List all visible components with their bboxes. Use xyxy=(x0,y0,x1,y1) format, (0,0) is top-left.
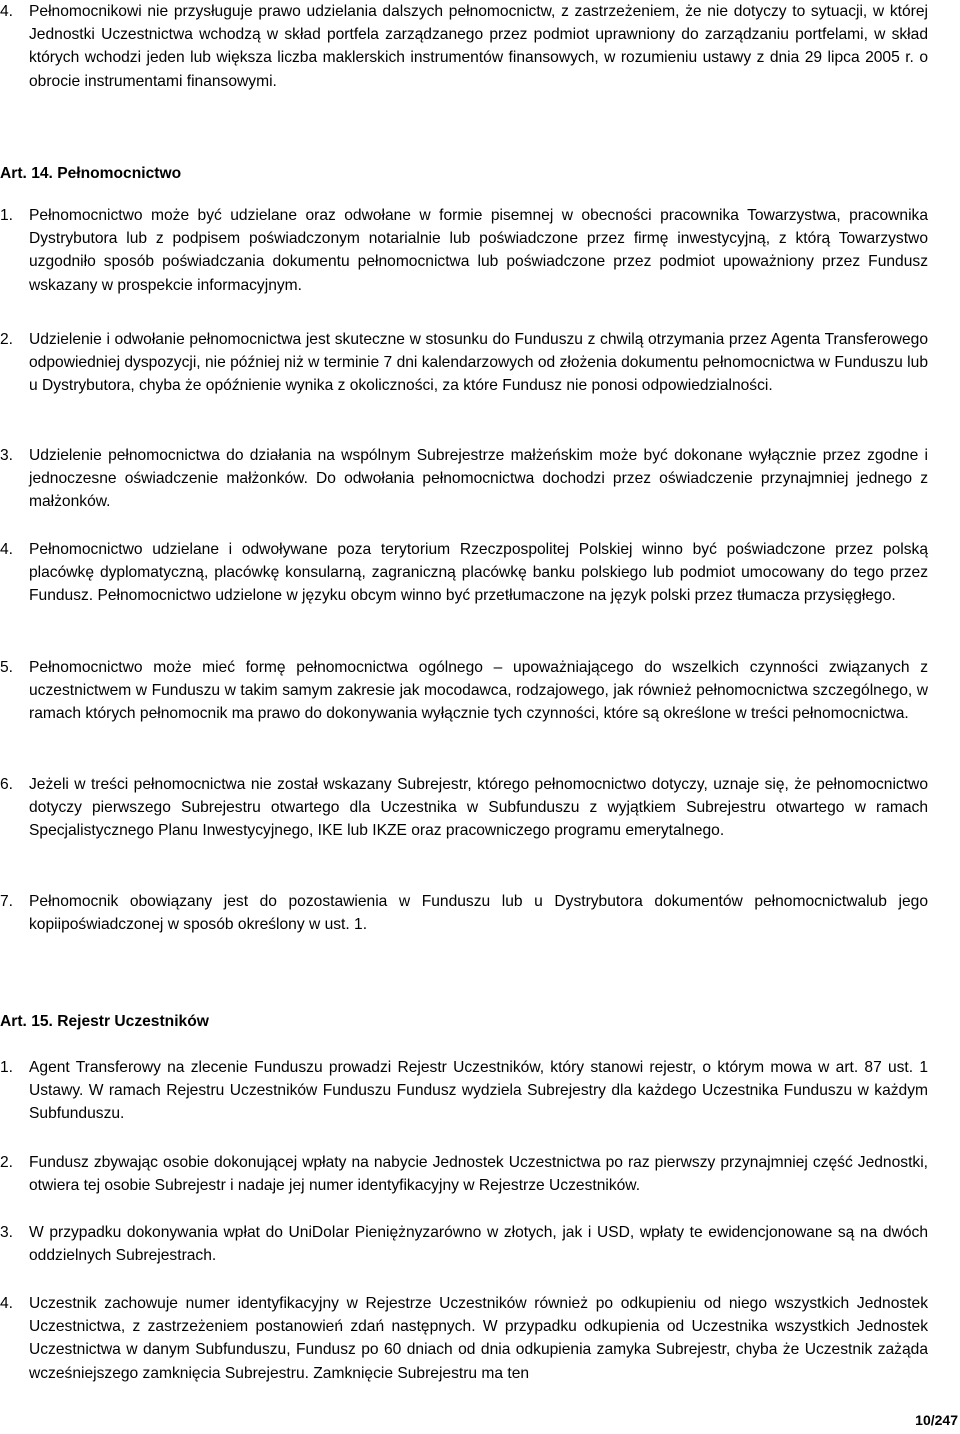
item-number: 1. xyxy=(0,207,14,224)
item-text: Jeżeli w treści pełnomocnictwa nie został wskazany Subrejestr, którego pełnomocnictwo dotyczy, uznaje się, że pełnomocnictwo dotyczy pierwszego Subrejestru otwartego dla Uczestnika w Subfunduszu z wyjątkiem Subrejestru otwartego w ramach Specjalistycznego Planu Inwestycyjnego, IKE lub IKZE oraz pracowniczego programu emerytalnego. xyxy=(29,776,928,840)
art15-item-3 xyxy=(0,1221,928,1267)
item-text: Pełnomocnikowi nie przysługuje prawo udzielania dalszych pełnomocnictw, z zastrzeżeniem, że nie dotyczy to sytuacji, w której Jednostki Uczestnictwa wchodzą w skład portfela zarządzanego przez podmiot uprawniony do zarządzaniu portfelami, w skład których wchodzi jeden lub większa liczba maklerskich instrumentów finansowych, w rozumieniu ustawy z dnia 29 lipca 2005 r. o obrocie instrumentami finansowymi. xyxy=(29,3,928,90)
item-number: 7. xyxy=(0,893,14,910)
art15-item-4 xyxy=(0,1292,928,1385)
item-text: Pełnomocnictwo może być udzielane oraz odwołane w formie pisemnej w obecności pracownika Towarzystwa, pracownika Dystrybutora lub z podpisem poświadczonym notarialnie lub poświadczone przez firmę inwestycyjną, z którą Towarzystwo uzgodniło sposób poświadczania dokumentu pełnomocnictwa lub poświadczone przez podmiot upoważniony przez Fundusz wskazany w prospekcie informacyjnym. xyxy=(29,207,928,294)
item-number: 3. xyxy=(0,1224,14,1241)
item-text: Pełnomocnictwo może mieć formę pełnomocnictwa ogólnego – upoważniającego do wszelkich czynności związanych z uczestnictwem w Funduszu w takim samym zakresie jak mocodawca, rodzajowego, jak również pełnomocnictwa szczególnego, w ramach których pełnomocnik ma prawo do dokonywania wyłącznie tych czynności, które są określone w treści pełnomocnictwa. xyxy=(29,659,928,723)
art14-item-1 xyxy=(0,204,928,297)
art15-heading: Art. 15. Rejestr Uczestników xyxy=(0,1013,209,1030)
item-text: Pełnomocnik obowiązany jest do pozostawienia w Funduszu lub u Dystrybutora dokumentów pełnomocnictwalub jego kopiipoświadczonej w sposób określony w ust. 1. xyxy=(29,893,928,934)
item-number: 4. xyxy=(0,1295,14,1312)
item-number: 2. xyxy=(0,1154,14,1171)
item-number: 3. xyxy=(0,447,14,464)
page-number: 10/247 xyxy=(915,1412,958,1428)
art14-item-2 xyxy=(0,328,928,398)
art14-item-6 xyxy=(0,773,928,843)
art15-item-1 xyxy=(0,1056,928,1126)
item-number: 5. xyxy=(0,659,14,676)
art13-item-4 xyxy=(0,0,928,93)
item-text: Udzielenie i odwołanie pełnomocnictwa jest skuteczne w stosunku do Funduszu z chwilą otrzymania przez Agenta Transferowego odpowiedniej dyspozycji, nie później niż w terminie 7 dni kalendarzowych od złożenia dokumentu pełnomocnictwa w Funduszu lub u Dystrybutora, chyba że opóźnienie wynika z okoliczności, za które Fundusz nie ponosi odpowiedzialności. xyxy=(29,331,928,395)
art14-item-7 xyxy=(0,890,928,936)
art14-item-4 xyxy=(0,538,928,608)
item-number: 1. xyxy=(0,1059,14,1076)
item-text: Pełnomocnictwo udzielane i odwoływane poza terytorium Rzeczpospolitej Polskiej winno być poświadczone przez polską placówkę dyplomatyczną, placówkę konsularną, zagraniczną placówkę banku polskiego lub podmiot umocowany do tego przez Fundusz. Pełnomocnictwo udzielone w języku obcym winno być przetłumaczone na język polski przez tłumacza przysięgłego. xyxy=(29,541,928,605)
item-number: 2. xyxy=(0,331,14,348)
item-number: 4. xyxy=(0,3,14,20)
item-text: W przypadku dokonywania wpłat do UniDolar Pieniężnyzarówno w złotych, jak i USD, wpłaty te ewidencjonowane są na dwóch oddzielnych Subrejestrach. xyxy=(29,1224,928,1265)
item-number: 4. xyxy=(0,541,14,558)
art15-item-2 xyxy=(0,1151,928,1197)
art14-item-5 xyxy=(0,656,928,726)
art14-item-3 xyxy=(0,444,928,514)
item-text: Udzielenie pełnomocnictwa do działania na wspólnym Subrejestrze małżeńskim może być dokonane wyłącznie przez zgodne i jednoczesne oświadczenie małżonków. Do odwołania pełnomocnictwa dochodzi przez oświadczenie przynajmniej jednego z małżonków. xyxy=(29,447,928,511)
art14-heading: Art. 14. Pełnomocnictwo xyxy=(0,165,182,182)
item-text: Fundusz zbywając osobie dokonującej wpłaty na nabycie Jednostek Uczestnictwa po raz pierwszy przynajmniej część Jednostki, otwiera tej osobie Subrejestr i nadaje jej numer identyfikacyjny w Rejestrze Uczestników. xyxy=(29,1154,928,1195)
item-text: Agent Transferowy na zlecenie Funduszu prowadzi Rejestr Uczestników, który stanowi rejestr, o którym mowa w art. 87 ust. 1 Ustawy. W ramach Rejestru Uczestników Funduszu Fundusz wydziela Subrejestry dla każdego Uczestnika Funduszu w każdym Subfunduszu. xyxy=(29,1059,928,1123)
item-text: Uczestnik zachowuje numer identyfikacyjny w Rejestrze Uczestników również po odkupieniu od niego wszystkich Jednostek Uczestnictwa, z zastrzeżeniem postanowień zdań następnych. W przypadku odkupienia od Uczestnika wszystkich Jednostek Uczestnictwa w danym Subfunduszu, Fundusz po 60 dniach od dnia odkupienia zamyka Subrejestr, chyba że Uczestnik zażąda wcześniejszego zamknięcia Subrejestru. Zamknięcie Subrejestru ma ten xyxy=(29,1295,928,1382)
item-number: 6. xyxy=(0,776,14,793)
